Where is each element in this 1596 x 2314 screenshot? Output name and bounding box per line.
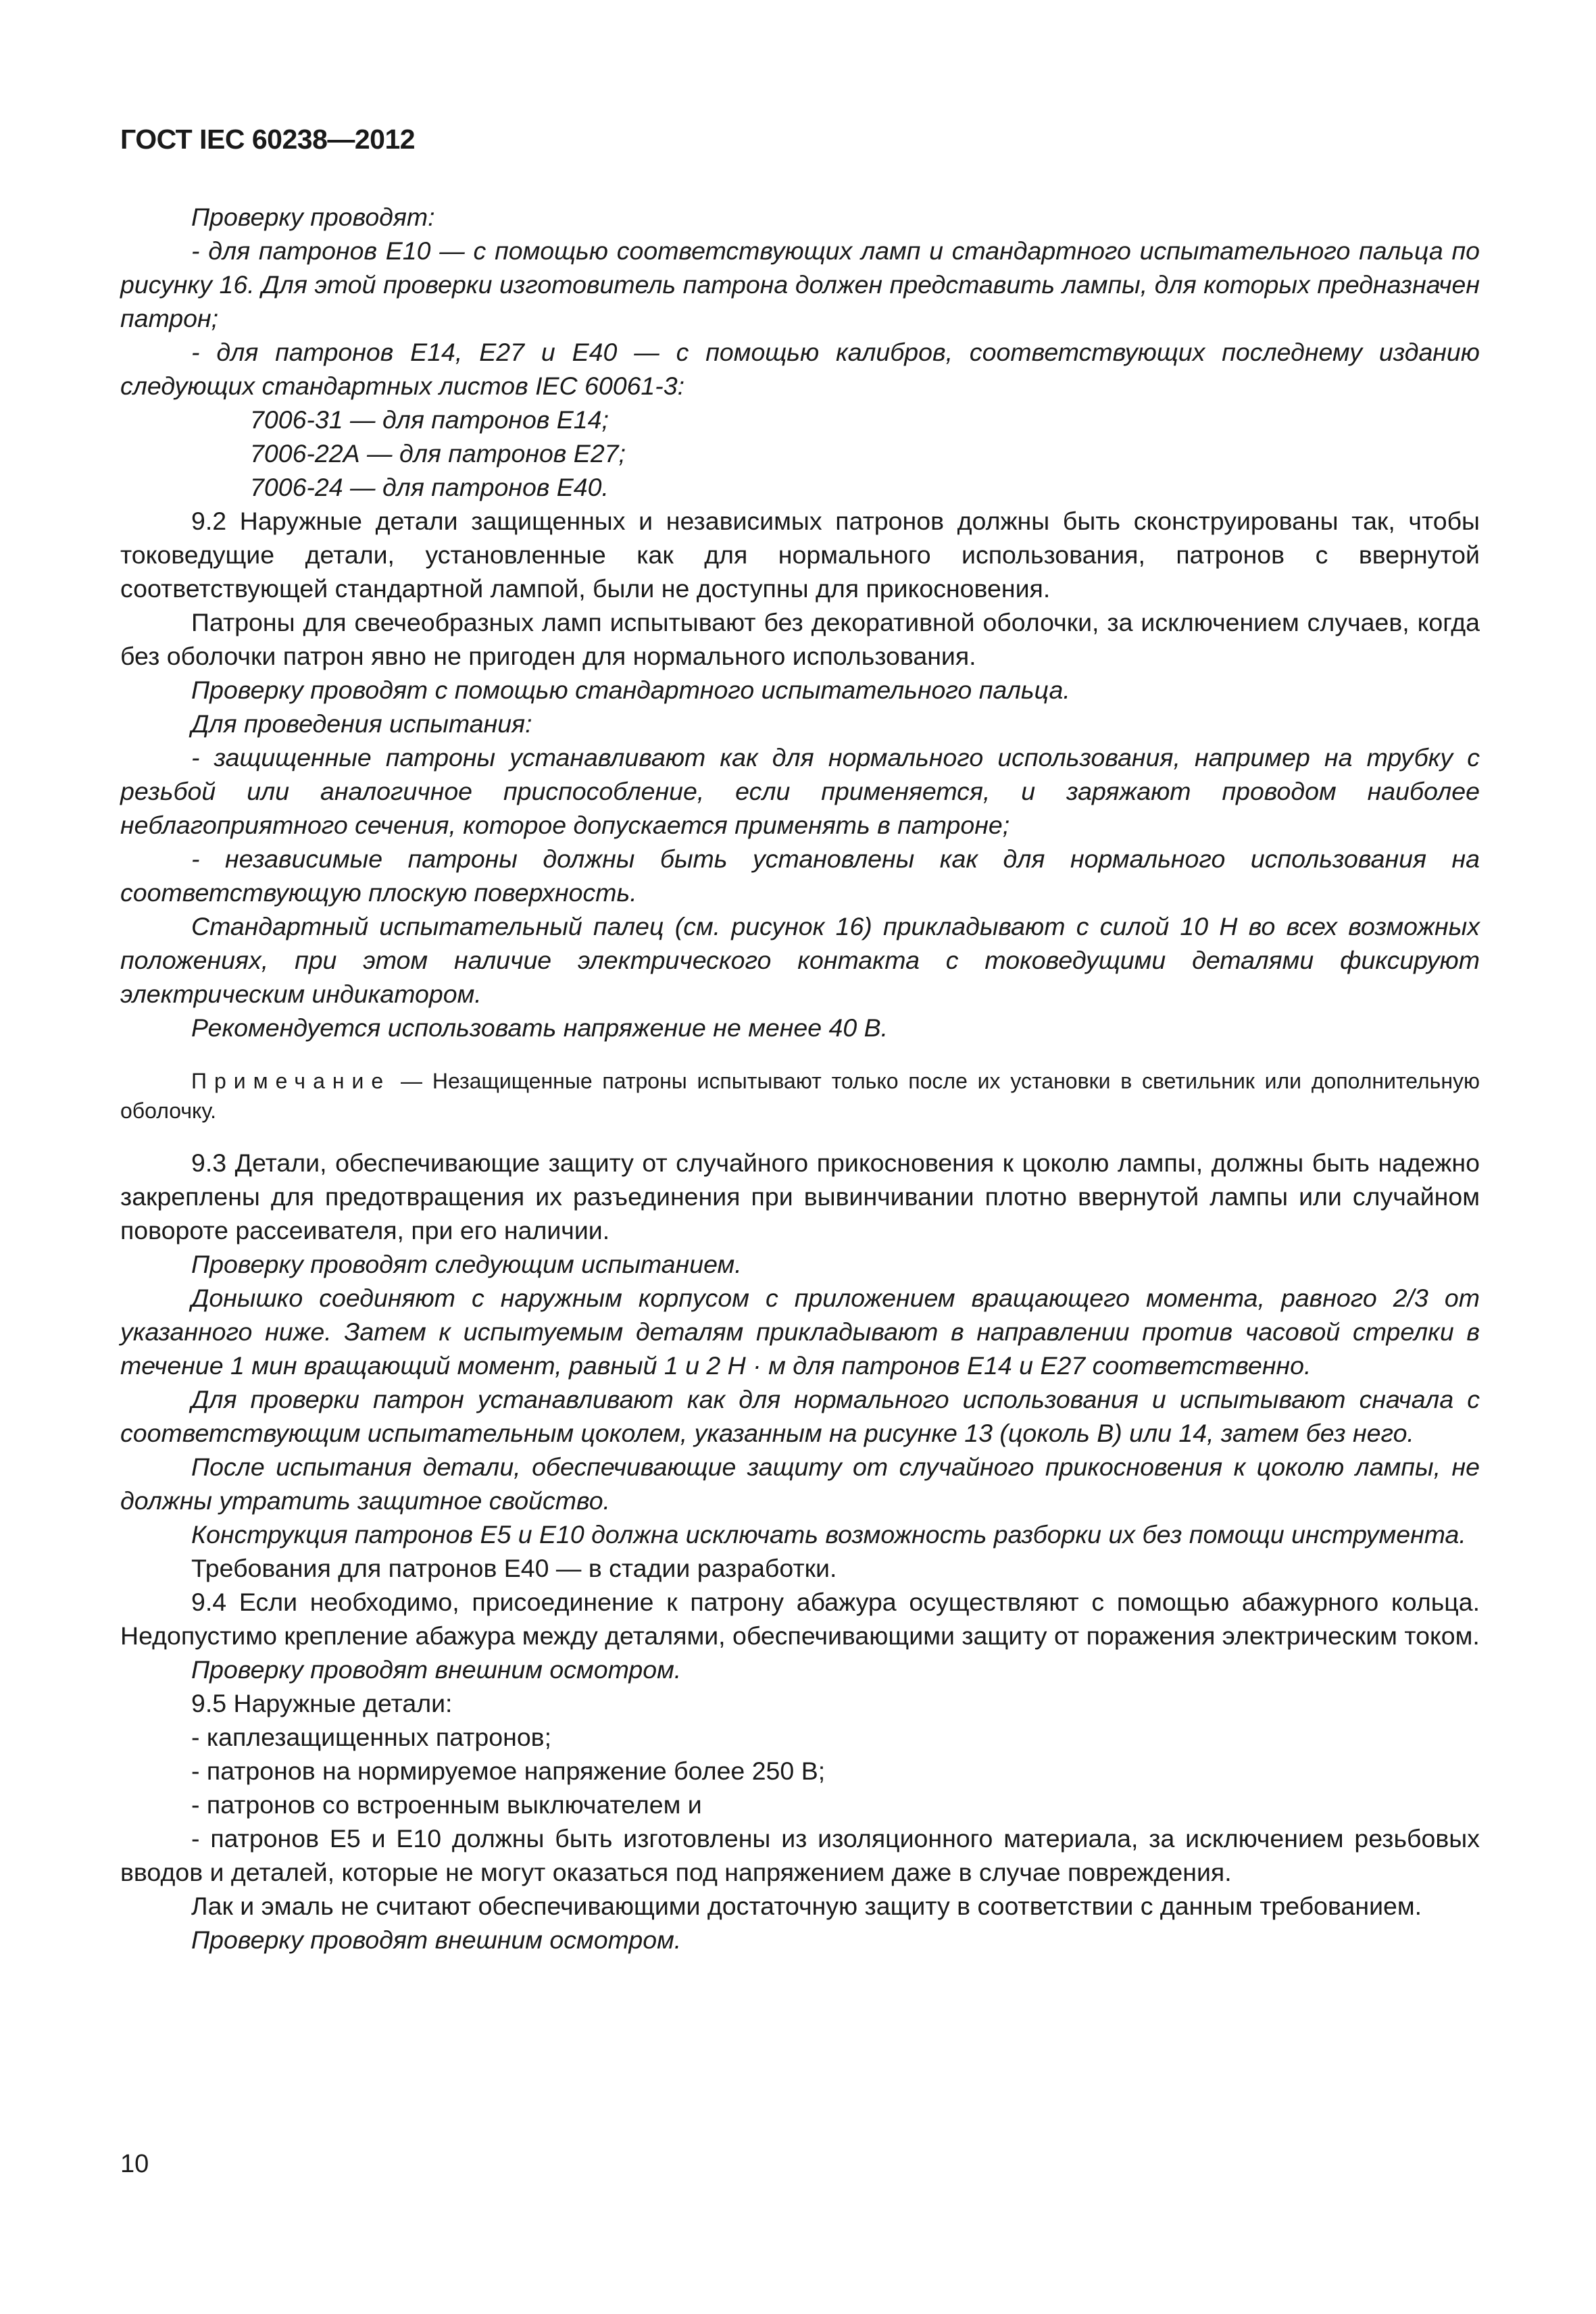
paragraph: 9.3 Детали, обеспечивающие защиту от случайного прикосновения к цоколю лампы, должны быть надежно закреплены для предотвращения их разъединения при вывинчивании плотно ввернутой лампы или случайном повороте рассеивателя, при его наличии.: [120, 1149, 1480, 1244]
paragraph: Лак и эмаль не считают обеспечивающими достаточную защиту в соответствии с данным требованием.: [191, 1892, 1422, 1920]
paragraph: - для патронов Е14, Е27 и Е40 — с помощью калибров, соответствующих последнему изданию следующих стандартных листов IEC 60061-3:: [120, 338, 1480, 400]
paragraph: Стандартный испытательный палец (см. рисунок 16) прикладывают с силой 10 Н во всех возможных положениях, при этом наличие электрического контакта с токоведущими деталями фиксируют электрическим индикатором.: [120, 912, 1480, 1008]
paragraph: - патронов на нормируемое напряжение более 250 В;: [191, 1757, 826, 1785]
paragraph: 7006-24 — для патронов Е40.: [250, 473, 609, 501]
paragraph: Патроны для свечеобразных ламп испытывают без декоративной оболочки, за исключением случаев, когда без оболочки патрон явно не пригоден для нормального использования.: [120, 608, 1480, 670]
paragraph: Проверку проводят следующим испытанием.: [191, 1250, 742, 1278]
paragraph: Проверку проводят:: [191, 203, 435, 231]
standard-header: ГОСТ IEC 60238—2012: [120, 124, 416, 155]
paragraph: - для патронов Е10 — с помощью соответствующих ламп и стандартного испытательного пальца по рисунку 16. Для этой проверки изготовитель патрона должен представить лампы, для которых предназначен патрон;: [120, 236, 1480, 332]
paragraph: Требования для патронов Е40 — в стадии разработки.: [191, 1554, 837, 1582]
paragraph: Для проверки патрон устанавливают как для нормального использования и испытывают сначала с соответствующим испытательным цоколем, указанным на рисунке 13 (цоколь В) или 14, затем без него.: [120, 1385, 1480, 1447]
note-text: — Незащищенные патроны испытывают только после их установки в светильник или дополнительную оболочку.: [120, 1069, 1480, 1123]
paragraph: Рекомендуется использовать напряжение не менее 40 В.: [191, 1013, 889, 1042]
paragraph: Проверку проводят внешним осмотром.: [191, 1655, 682, 1684]
paragraph: - независимые патроны должны быть установлены как для нормального использования на соответствующую плоскую поверхность.: [120, 845, 1480, 907]
paragraph: Проверку проводят с помощью стандартного испытательного пальца.: [191, 676, 1070, 704]
note: [120, 1066, 1480, 1126]
paragraph: После испытания детали, обеспечивающие защиту от случайного прикосновения к цоколю лампы, не должны утратить защитное свойство.: [120, 1453, 1480, 1515]
page-number: 10: [120, 2150, 149, 2178]
paragraph: 9.5 Наружные детали:: [191, 1689, 453, 1717]
paragraph: Конструкция патронов Е5 и Е10 должна исключать возможность разборки их без помощи инструмента.: [191, 1520, 1466, 1549]
document-body: [120, 200, 1480, 1957]
paragraph: Для проведения испытания:: [191, 709, 532, 738]
paragraph: 7006-31 — для патронов Е14;: [250, 405, 609, 434]
paragraph: - каплезащищенных патронов;: [191, 1723, 552, 1751]
paragraph: 9.4 Если необходимо, присоединение к патрону абажура осуществляют с помощью абажурного кольца. Недопустимо крепление абажура между деталями, обеспечивающими защиту от поражения электрическим током.: [120, 1588, 1480, 1650]
paragraph: - защищенные патроны устанавливают как для нормального использования, например на трубку с резьбой или аналогичное приспособление, если применяется, и заряжают проводом наиболее неблагоприятного сечения, которое допускается применять в патроне;: [120, 743, 1480, 839]
paragraph: 7006-22А — для патронов Е27;: [250, 439, 626, 468]
paragraph: 9.2 Наружные детали защищенных и независимых патронов должны быть сконструированы так, чтобы токоведущие детали, установленные как для нормального использования, патронов с ввернутой соответствующей стандартной лампой, были не доступны для прикосновения.: [120, 507, 1480, 603]
paragraph: Проверку проводят внешним осмотром.: [191, 1926, 682, 1954]
paragraph: - патронов Е5 и Е10 должны быть изготовлены из изоляционного материала, за исключением резьбовых вводов и деталей, которые не могут оказаться под напряжением даже в случае повреждения.: [120, 1824, 1480, 1886]
paragraph: Донышко соединяют с наружным корпусом с приложением вращающего момента, равного 2/3 от указанного ниже. Затем к испытуемым деталям прикладывают в направлении против часовой стрелки в течение 1 мин вращающий момент, равный 1 и 2 Н · м для патронов Е14 и Е27 соответственно.: [120, 1284, 1480, 1380]
paragraph: - патронов со встроенным выключателем и: [191, 1790, 702, 1819]
note-label: Примечание: [191, 1069, 391, 1093]
